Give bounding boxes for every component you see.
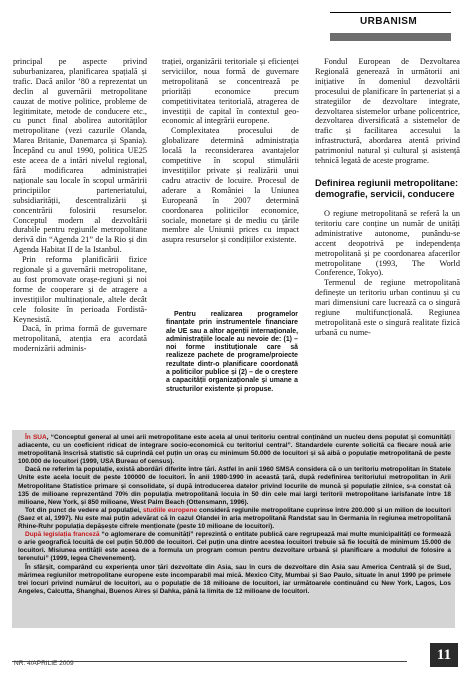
paragraph: Complexitatea procesului de globalizare determină administrația locală la reconsiderarea avantajelor competitive în scopul stimulării investițiilor private și realizării unui cadru atractiv de locuire. Procesul de aderare a României la Uniunea Europeană în 2007 determină coordonarea politicilor economice, sociale, monetare și de mediu cu țările membre ale Uniunii prices cu impact asupra resurselor și condițiilor existente. bbox=[162, 126, 299, 245]
paragraph: Fondul European de Dezvoltarea Regională generează în următorii ani inițiative în domeniul dezvoltării procesului de planificare în parteneriat și a strategiilor de dezvoltare integrate, dezvoltarea sistemelor urbane policentrice, dezvoltarea diversificată a sistemelor de trafic și facilitarea accesului la infrastructură, abordarea atentă privind patrimoniul natural și cultural și asistență tehnică legată de aceste programe. bbox=[315, 57, 460, 166]
box-paragraph: În sfârșit, comparând cu experiența unor țări dezvoltate din Asia, sau în curs de dezvoltare din Asia sau America Centrală și de Sud, mărimea regiunilor metropolitane europene este incomparabil mai mică. Mexico City, Mumbai și Sao Paulo, situate în anul 1990 pe primele trei locuri privind numărul de locuitori, au o populație de 18 milioane de locuitori, iar următoarele continuând cu New York, Lagos, Los Angeles, Calcutta, Shanghai, Buenos Aires și Dahka, până la limita de 12 milioane de locuitori. bbox=[18, 563, 451, 595]
header-rule bbox=[330, 12, 451, 13]
info-box-text bbox=[18, 434, 451, 596]
paragraph: Dacă, în prima formă de guvernare metropolitană, atenția era acordată modernizării adminis- bbox=[13, 324, 147, 354]
box-text: consideră regiunile metropolitane cuprinse între 200.000 și un milion de locuitori (Saez et al, 1997). Nu este mai puțin adevărat că în cazul Olandei în aria metropolitană Randstat sau în Germania în regiunea metropolitană Rhine-Ruhr populația depășește cifrele menționate (peste 10 milioane de locuitori). bbox=[18, 506, 451, 531]
page-number: 11 bbox=[430, 643, 458, 667]
paragraph: Termenul de regiune metropolitană definește un teritoriu urban continuu și cu mari dimensiuni care lucrează ca o singură regiune multifuncțională. Regiunea metropolitană este o singură realitate fizică urbană cu nume- bbox=[315, 278, 460, 337]
highlight: În SUA bbox=[25, 434, 47, 441]
paragraph: trației, organizării teritoriale și eficienței serviciilor, noua formă de guvernare metropolitană se concentrează pe priorități economice precum competitivitatea teritorială, atragerea de investiții de capital în contextul geo-economic al integrării europene. bbox=[162, 57, 299, 126]
paragraph: principal pe aspecte privind suburbanizarea, planificarea spațială și trafic. Dacă anilor ’80 a reprezentat un declin al guvernării metropolitane cauzat de motive politice, probleme de legitimitate, metode de conducere etc., cu punct final abolirea autorităților metropolitane (vezi cazurile Olanda, Marea Britanie, Danemarca și Spania). Începând cu anul 1990, politica UE25 este aceea de a intări nivelul regional, fără modificarea administrației naționale sau locale în scopul urmăririi principiilor parteneriatului, subsidiarității, descentralizării și concentrării folosirii resurselor. Conceptul modern al dezvoltării durabile pentru regiunile metropolitane derivă din “Agenda 21” de la Rio și din Agenda Habitat II de la Istanbul. bbox=[13, 57, 147, 255]
highlight: După legislația franceză bbox=[25, 531, 100, 539]
paragraph: Prin reforma planificării fizice regionale și a guvernării metropolitane, au fost promovate orașe-regiuni și noi forme de cooperare și de atragere a investițiilor multinaționale, altele decât cele folosite în perioada Fordistă-Keynesistă. bbox=[13, 255, 147, 324]
header-bar bbox=[330, 33, 451, 41]
issue-label: NR. 4/APRILIE 2009 bbox=[14, 660, 74, 667]
side-note: Pentru realizarea programelor finanțate prin instrumentele financiare ale UE sau a altor agenții internaționale, administrațiile locale au nevoie de: (1) – noi forme instituționale care să realizeze pachete de programe/proiecte rezultate dintr-o planificare coordonată a politicilor publice și (2) – de o creștere a capacității organizaționale și umane a structurilor existente și propuse. bbox=[166, 311, 298, 393]
section-heading: Definirea regiunii metropolitane: demografie, servicii, conducere bbox=[315, 177, 459, 199]
box-paragraph: Dacă ne referim la populație, există abordări diferite între țări. Astfel în anii 1960 SMSA considera că o un teritoriu metropolitan în Statele Unite este acela locuit de peste 100000 de locuitori. În anii 1980-1990 în această țară, după redefinirea teritoriului metropolitan în Arii Metropolitane Statistice primare și consolidate, și după introducerea datelor privind locurile de muncă și populație zilnice, s-a constat că 135 de milioane reprezentând 70% din populația metropolitană locuia în 50 din cele mai largi teritorii metropolitane îarisfanate între 18 milioane, New York, și 850 milioane, West Palm Beach (Ottensmann, 1996). bbox=[18, 466, 451, 506]
highlight: studiile europene bbox=[143, 506, 198, 514]
column-2 bbox=[162, 57, 299, 245]
column-1 bbox=[13, 57, 147, 354]
box-text: “o aglomerare de comunități” reprezintă o entitate publică care regrupează mai multe municipalități ce formează o arie geografică locuită de cel puțin 50.000 de locuitori. Cel puțin una dintre acestea locuitori trebuie să fie locuită de minimum 15.000 de locuitori. Misiunea entității este aceea de a formula un program comun pentru dezvoltare urbană și planificare a modului de folosire a terenului” (1999, legea Chevenement). bbox=[18, 531, 451, 563]
section-title: URBANISM bbox=[360, 16, 418, 27]
column-3 bbox=[315, 57, 460, 338]
paragraph: O regiune metropolitană se referă la un teritoriu care conține un număr de unități administrative autonome, punându-se accent deopotrivă pe independența metropolitană și pe coordonarea afacerilor metropolitane (1993, The World Conference, Tokyo). bbox=[315, 208, 460, 278]
box-text: Tot din punct de vedere al populației, bbox=[25, 506, 143, 514]
box-text: , “Conceptul general al unei arii metropolitane este acela al unui teritoriu central conținând un nucleu dens populat și comunități adiacente, cu un coeficient ridicat de integrare socio-economică cu teritoriul central”. Standardele curente solicită ca fiecare nouă arie metropolitană înscrisă statistic să cuprindă cel puțin un oraș cu minimum 50.000 de locuitori și să aibă o populație metropolitană de peste 100.000 de locuitori (1999, USA Bureau of census). bbox=[18, 434, 451, 466]
